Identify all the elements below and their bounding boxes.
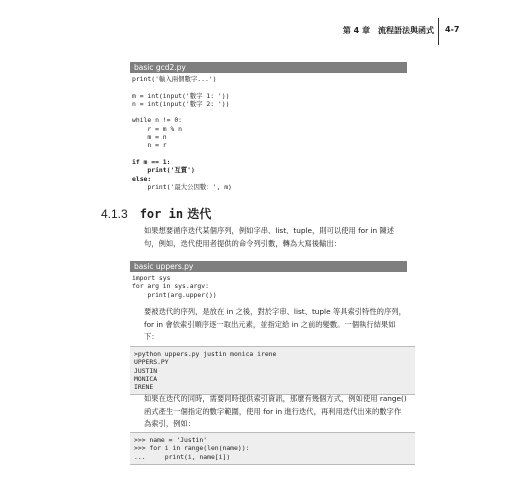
- code-listing-uppers: [130, 261, 407, 302]
- code-line: print('最大公因數：', m): [132, 182, 232, 191]
- code-line: while n != 0:: [132, 116, 183, 125]
- console-line: >>> for i in range(len(name)):: [134, 444, 250, 453]
- page-number: 4-7: [438, 18, 459, 45]
- code-line: print('互質'): [132, 166, 195, 175]
- code-line: r = m % n: [132, 124, 183, 133]
- paragraph: [130, 393, 408, 431]
- console-output: [130, 346, 415, 395]
- paragraph: [130, 306, 408, 344]
- chapter-header: 第 4 章 流程語法與函式: [342, 26, 434, 35]
- code-line: else:: [132, 174, 152, 183]
- code-listing-title: basic uppers.py: [130, 261, 407, 272]
- console-line: MONICA: [134, 374, 158, 383]
- console-line: JUSTIN: [134, 366, 158, 375]
- console-line: ... print(i, name[i]): [134, 452, 231, 461]
- paragraph: [130, 225, 408, 250]
- console-line: >>> name = 'Justin': [134, 436, 208, 444]
- paragraph-text: 要被迭代的序列，是放在 in 之後，對於字串、list、tuple 等具索引特性的序列，for in 會依索引順序逐一取出元素，並指定給 in 之前的變數。一個執行結果如下：: [144, 307, 406, 342]
- code-line: n = int(input('數字 2: ')): [132, 99, 230, 108]
- paragraph-text: 如果想要循序迭代某個序列，例如字串、list、tuple，則可以使用 for in 陳述句，例如，迭代使用者提供的命令列引數，轉為大寫後輸出：: [144, 226, 395, 248]
- section-title-keyword: for in: [139, 207, 184, 221]
- paragraph-text: 如果在迭代的同時，需要同時提供索引資訊，那麼有幾個方式，例如使用 range()函式產生一個指定的數字範圍，使用 for in 進行迭代，再利用迭代出來的數字作為索引，例如：: [144, 394, 407, 429]
- code-line: m = int(input('數字 1: ')): [132, 91, 230, 100]
- code-line: for arg in sys.argv:: [132, 282, 209, 291]
- code-listing-title: basic gcd2.py: [130, 62, 407, 73]
- console-interactive: [130, 432, 415, 465]
- code-listing-gcd2: [130, 62, 407, 194]
- section-heading: [101, 205, 211, 222]
- code-listing-body: [130, 73, 407, 194]
- console-line: IRENE: [134, 383, 154, 392]
- section-title-text: 迭代: [183, 207, 212, 221]
- code-line: m = n: [132, 133, 167, 142]
- console-line: >python uppers.py justin monica irene: [134, 350, 277, 358]
- code-listing-body: [130, 272, 407, 302]
- section-number: 4.1.3: [101, 207, 128, 221]
- code-line: if m == 1:: [132, 157, 171, 166]
- code-line: import sys: [132, 274, 171, 282]
- code-line: n = r: [132, 141, 167, 150]
- code-line: print('輸入兩個數字...'): [132, 75, 217, 83]
- console-line: UPPERS.PY: [134, 358, 169, 367]
- code-line: print(arg.upper()): [132, 290, 217, 299]
